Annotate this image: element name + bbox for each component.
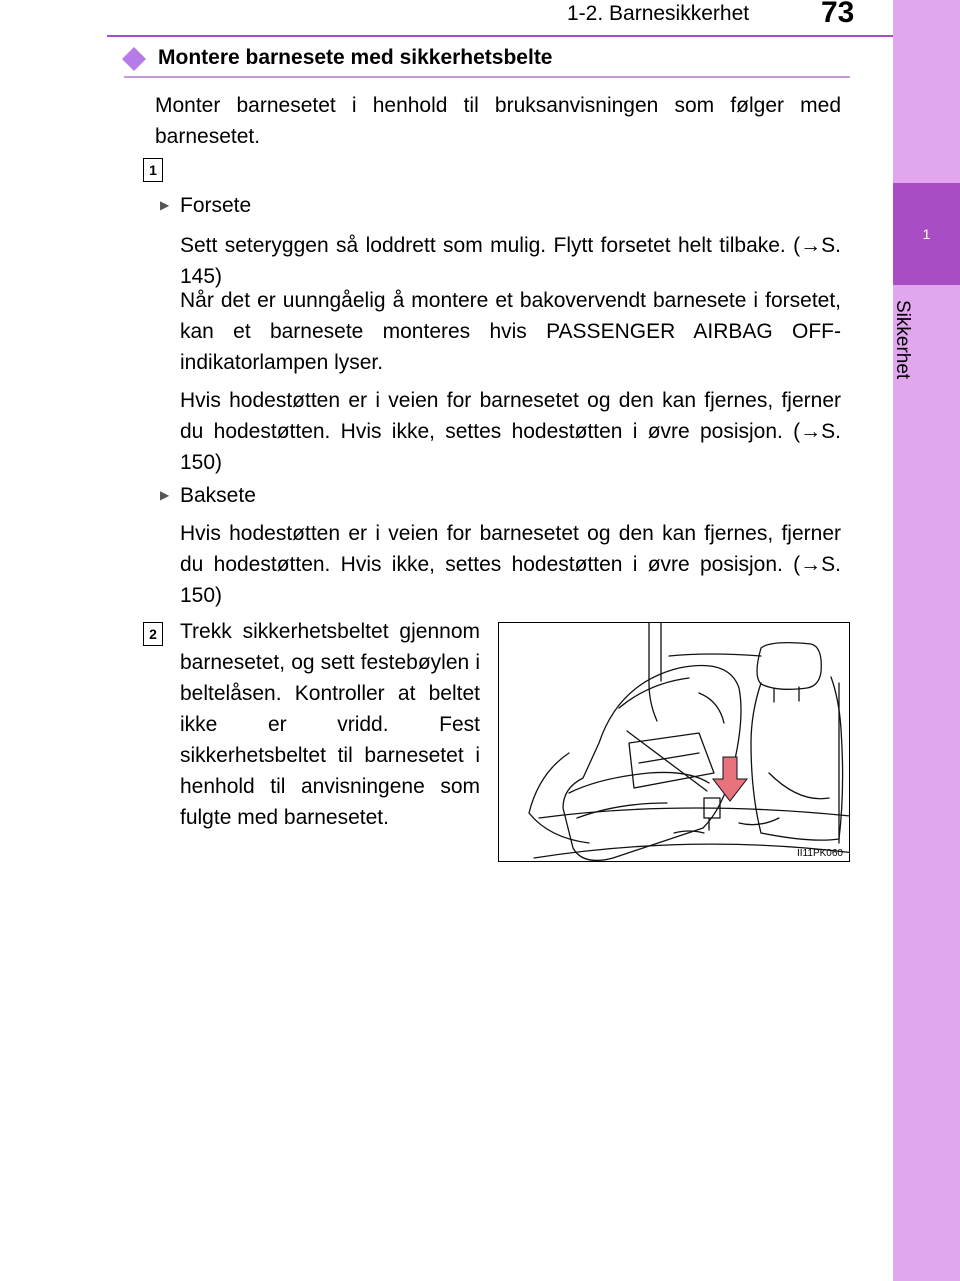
child-seat-shell: [563, 666, 741, 861]
header-rule: [107, 35, 893, 37]
headrest: [757, 643, 821, 690]
figure-child-seat-illustration: [498, 622, 850, 862]
page-number: 73: [821, 0, 855, 29]
chapter-number: 1: [922, 226, 931, 242]
step-2-paragraph: Trekk sikkerhetsbeltet gjennom barnesetet, og sett festebøylen i beltelåsen. Kontroller at beltet ikke er vridd. Fest sikkerhetsbeltet til barnesetet i henhold til anvisningene som fulgte med barnesetet.: [180, 620, 480, 829]
step-2-badge: 2: [143, 622, 163, 646]
step-1-badge: 1: [143, 158, 163, 182]
heading-rule: [124, 76, 850, 78]
shoulder-belt: [649, 623, 657, 721]
figure-code: II11PK060: [797, 848, 843, 859]
diamond-icon: [120, 45, 148, 73]
intro-paragraph: Monter barnesetet i henhold til bruksanvisningen som følger med barnesetet.: [155, 94, 841, 148]
front-seat-paragraph-3: Hvis hodestøtten er i veien for barnesetet og den kan fjernes, fjerner du hodestøtten. Hvis ikke, settes hodestøtten i øvre posisjon. (→S. 150): [180, 389, 841, 474]
section-heading: Montere barnesete med sikkerhetsbelte: [158, 46, 553, 69]
seat-back: [751, 677, 843, 840]
triangle-bullet-icon: ▶: [160, 488, 170, 502]
rear-seat-paragraph: Hvis hodestøtten er i veien for barnesetet og den kan fjernes, fjerner du hodestøtten. Hvis ikke, settes hodestøtten i øvre posisjon. (→S. 150): [180, 522, 841, 607]
front-seat-label: Forsete: [180, 194, 252, 217]
front-seat-paragraph-1: Sett seteryggen så loddrett som mulig. Flytt forsetet helt tilbake. (→S. 145): [180, 234, 841, 288]
push-down-arrow: [713, 757, 747, 801]
rear-seat-label: Baksete: [180, 484, 256, 507]
header-section-title: 1-2. Barnesikkerhet: [567, 2, 750, 25]
triangle-bullet-icon: ▶: [160, 198, 170, 212]
child-seat-drawing: [499, 623, 849, 861]
front-seat-paragraph-2: Når det er uunngåelig å montere et bakovervendt barnesete i forsetet, kan et barnesete monteres hvis PASSENGER AIRBAG OFF-indikatorlampen lyser.: [180, 289, 841, 374]
chapter-name: Sikkerhet: [892, 300, 913, 380]
belt-path: [629, 733, 714, 788]
